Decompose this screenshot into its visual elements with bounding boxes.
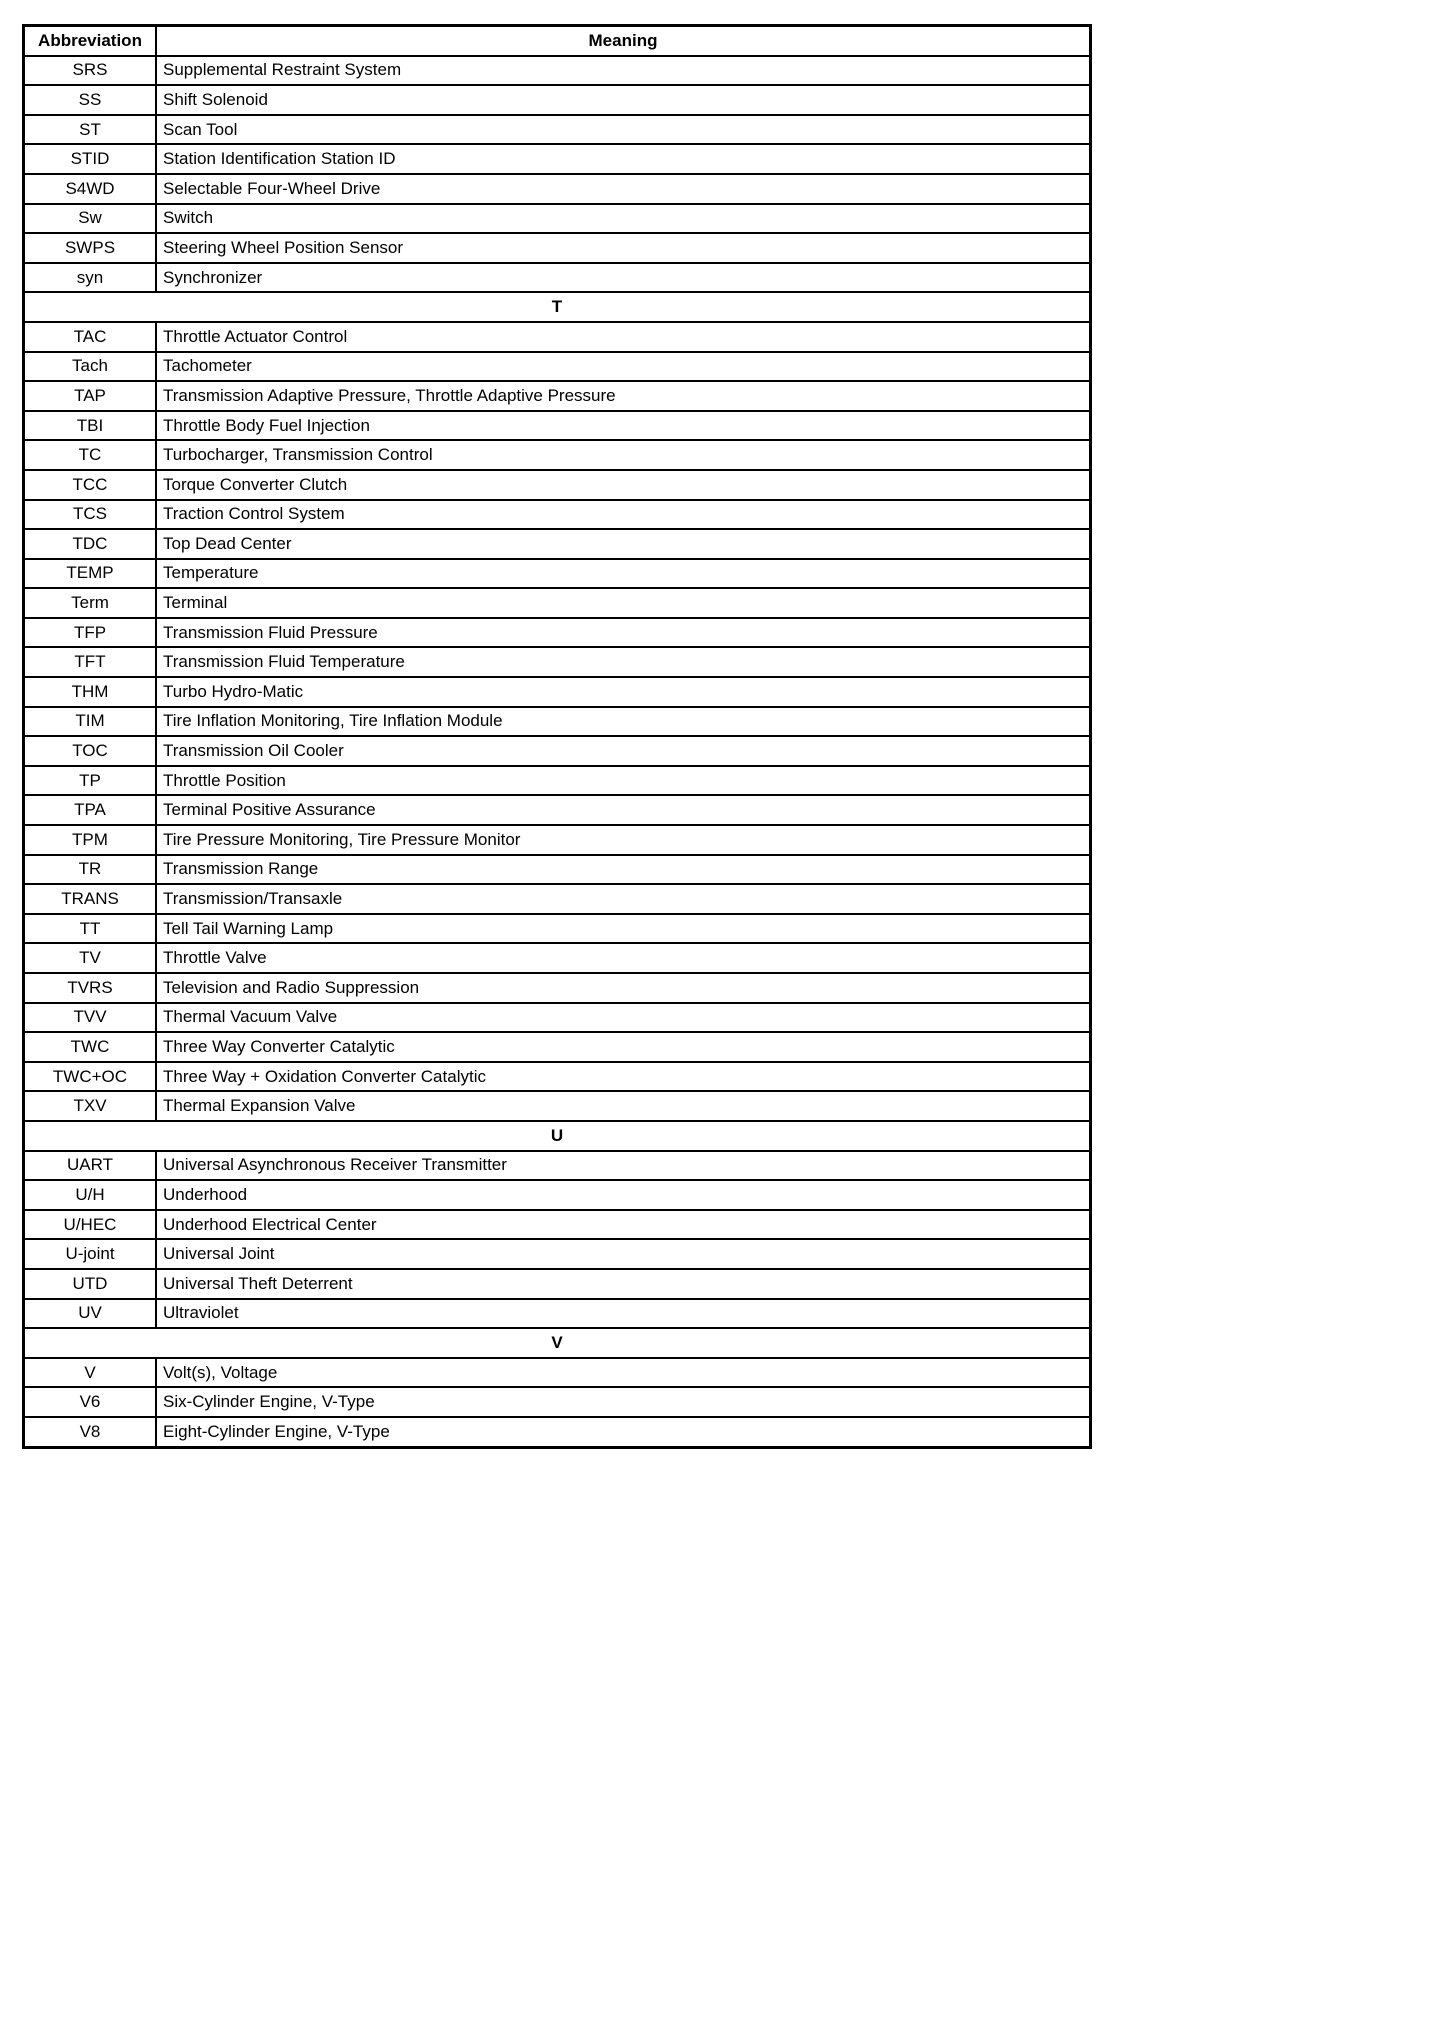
meaning-cell: Traction Control System (156, 500, 1091, 530)
table-row (24, 1091, 1091, 1121)
table-row (24, 1417, 1091, 1447)
abbreviation-cell: TT (24, 914, 157, 944)
meaning-cell: Tire Pressure Monitoring, Tire Pressure Monitor (156, 825, 1091, 855)
abbreviation-cell: TR (24, 855, 157, 885)
meaning-cell: Turbo Hydro-Matic (156, 677, 1091, 707)
abbreviation-table-header (24, 26, 1091, 56)
meaning-cell: Transmission Oil Cooler (156, 736, 1091, 766)
meaning-cell: Terminal (156, 588, 1091, 618)
table-row (24, 440, 1091, 470)
meaning-cell: Turbocharger, Transmission Control (156, 440, 1091, 470)
meaning-cell: Throttle Position (156, 766, 1091, 796)
document-page (22, 24, 1092, 1449)
meaning-cell: Scan Tool (156, 115, 1091, 145)
meaning-cell: Volt(s), Voltage (156, 1358, 1091, 1388)
table-row (24, 233, 1091, 263)
abbreviation-cell: TPA (24, 795, 157, 825)
abbreviation-cell: V6 (24, 1387, 157, 1417)
column-header-meaning: Meaning (156, 26, 1091, 56)
meaning-cell: Selectable Four-Wheel Drive (156, 174, 1091, 204)
meaning-cell: Switch (156, 204, 1091, 234)
table-row (24, 1151, 1091, 1181)
meaning-cell: Transmission Adaptive Pressure, Throttle Adaptive Pressure (156, 381, 1091, 411)
table-row (24, 411, 1091, 441)
abbreviation-cell: Term (24, 588, 157, 618)
abbreviation-cell: TAC (24, 322, 157, 352)
section-row (24, 1328, 1091, 1358)
section-row (24, 1121, 1091, 1151)
abbreviation-cell: TC (24, 440, 157, 470)
section-label: T (24, 292, 1091, 322)
header-row (24, 26, 1091, 56)
table-row (24, 352, 1091, 382)
table-row (24, 174, 1091, 204)
meaning-cell: Supplemental Restraint System (156, 56, 1091, 86)
table-row (24, 1032, 1091, 1062)
abbreviation-table (22, 24, 1092, 1449)
column-header-abbreviation: Abbreviation (24, 26, 157, 56)
table-row (24, 1387, 1091, 1417)
meaning-cell: Throttle Valve (156, 943, 1091, 973)
meaning-cell: Universal Joint (156, 1239, 1091, 1269)
meaning-cell: Terminal Positive Assurance (156, 795, 1091, 825)
abbreviation-cell: TVV (24, 1003, 157, 1033)
meaning-cell: Underhood (156, 1180, 1091, 1210)
abbreviation-cell: UART (24, 1151, 157, 1181)
meaning-cell: Synchronizer (156, 263, 1091, 293)
abbreviation-cell: TIM (24, 707, 157, 737)
table-row (24, 85, 1091, 115)
table-row (24, 943, 1091, 973)
meaning-cell: Tachometer (156, 352, 1091, 382)
abbreviation-cell: TCS (24, 500, 157, 530)
table-row (24, 677, 1091, 707)
table-row (24, 855, 1091, 885)
abbreviation-cell: TAP (24, 381, 157, 411)
meaning-cell: Transmission Fluid Temperature (156, 647, 1091, 677)
table-row (24, 263, 1091, 293)
abbreviation-cell: TOC (24, 736, 157, 766)
abbreviation-cell: SS (24, 85, 157, 115)
meaning-cell: Thermal Expansion Valve (156, 1091, 1091, 1121)
section-label: U (24, 1121, 1091, 1151)
meaning-cell: Shift Solenoid (156, 85, 1091, 115)
abbreviation-cell: syn (24, 263, 157, 293)
table-row (24, 588, 1091, 618)
abbreviation-cell: TWC (24, 1032, 157, 1062)
meaning-cell: Thermal Vacuum Valve (156, 1003, 1091, 1033)
abbreviation-cell: UTD (24, 1269, 157, 1299)
abbreviation-cell: TPM (24, 825, 157, 855)
table-row (24, 1062, 1091, 1092)
meaning-cell: Television and Radio Suppression (156, 973, 1091, 1003)
abbreviation-cell: THM (24, 677, 157, 707)
abbreviation-cell: TEMP (24, 559, 157, 589)
meaning-cell: Steering Wheel Position Sensor (156, 233, 1091, 263)
abbreviation-cell: STID (24, 144, 157, 174)
table-row (24, 973, 1091, 1003)
table-row (24, 56, 1091, 86)
abbreviation-cell: TDC (24, 529, 157, 559)
meaning-cell: Eight-Cylinder Engine, V-Type (156, 1417, 1091, 1447)
table-row (24, 1269, 1091, 1299)
abbreviation-cell: SWPS (24, 233, 157, 263)
table-row (24, 470, 1091, 500)
table-row (24, 500, 1091, 530)
table-row (24, 529, 1091, 559)
meaning-cell: Underhood Electrical Center (156, 1210, 1091, 1240)
abbreviation-cell: TXV (24, 1091, 157, 1121)
table-row (24, 322, 1091, 352)
abbreviation-cell: V (24, 1358, 157, 1388)
abbreviation-cell: Sw (24, 204, 157, 234)
table-row (24, 618, 1091, 648)
table-row (24, 559, 1091, 589)
abbreviation-cell: Tach (24, 352, 157, 382)
meaning-cell: Temperature (156, 559, 1091, 589)
abbreviation-cell: V8 (24, 1417, 157, 1447)
table-row (24, 1210, 1091, 1240)
abbreviation-cell: TFP (24, 618, 157, 648)
table-row (24, 914, 1091, 944)
meaning-cell: Transmission Fluid Pressure (156, 618, 1091, 648)
table-row (24, 647, 1091, 677)
meaning-cell: Tell Tail Warning Lamp (156, 914, 1091, 944)
meaning-cell: Station Identification Station ID (156, 144, 1091, 174)
table-row (24, 736, 1091, 766)
abbreviation-cell: TP (24, 766, 157, 796)
meaning-cell: Three Way + Oxidation Converter Catalytic (156, 1062, 1091, 1092)
table-row (24, 766, 1091, 796)
meaning-cell: Transmission Range (156, 855, 1091, 885)
meaning-cell: Six-Cylinder Engine, V-Type (156, 1387, 1091, 1417)
abbreviation-cell: TV (24, 943, 157, 973)
table-row (24, 1299, 1091, 1329)
table-row (24, 1239, 1091, 1269)
table-row (24, 1003, 1091, 1033)
meaning-cell: Universal Asynchronous Receiver Transmitter (156, 1151, 1091, 1181)
abbreviation-cell: SRS (24, 56, 157, 86)
meaning-cell: Torque Converter Clutch (156, 470, 1091, 500)
meaning-cell: Transmission/Transaxle (156, 884, 1091, 914)
table-row (24, 884, 1091, 914)
abbreviation-cell: S4WD (24, 174, 157, 204)
abbreviation-table-body (24, 56, 1091, 1447)
abbreviation-cell: ST (24, 115, 157, 145)
meaning-cell: Top Dead Center (156, 529, 1091, 559)
abbreviation-cell: UV (24, 1299, 157, 1329)
table-row (24, 825, 1091, 855)
abbreviation-cell: U-joint (24, 1239, 157, 1269)
meaning-cell: Throttle Actuator Control (156, 322, 1091, 352)
table-row (24, 1180, 1091, 1210)
table-row (24, 144, 1091, 174)
abbreviation-cell: TCC (24, 470, 157, 500)
section-label: V (24, 1328, 1091, 1358)
table-row (24, 1358, 1091, 1388)
table-row (24, 204, 1091, 234)
meaning-cell: Universal Theft Deterrent (156, 1269, 1091, 1299)
abbreviation-cell: TWC+OC (24, 1062, 157, 1092)
table-row (24, 381, 1091, 411)
meaning-cell: Throttle Body Fuel Injection (156, 411, 1091, 441)
table-row (24, 707, 1091, 737)
table-row (24, 115, 1091, 145)
meaning-cell: Three Way Converter Catalytic (156, 1032, 1091, 1062)
meaning-cell: Tire Inflation Monitoring, Tire Inflation Module (156, 707, 1091, 737)
abbreviation-cell: TVRS (24, 973, 157, 1003)
abbreviation-cell: U/H (24, 1180, 157, 1210)
abbreviation-cell: TRANS (24, 884, 157, 914)
section-row (24, 292, 1091, 322)
meaning-cell: Ultraviolet (156, 1299, 1091, 1329)
abbreviation-cell: U/HEC (24, 1210, 157, 1240)
abbreviation-cell: TFT (24, 647, 157, 677)
abbreviation-cell: TBI (24, 411, 157, 441)
table-row (24, 795, 1091, 825)
